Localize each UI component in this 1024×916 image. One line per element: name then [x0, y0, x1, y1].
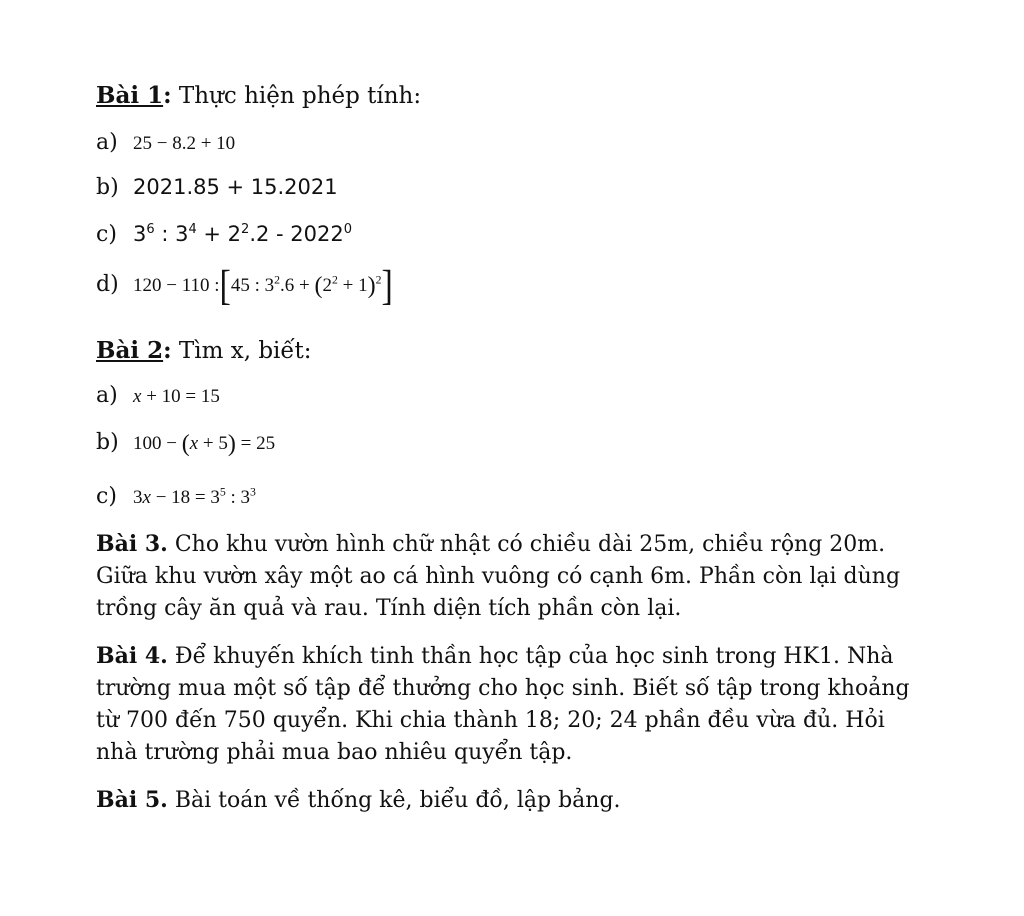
bai1-text: Thực hiện phép tính:	[171, 83, 422, 109]
bai1-item-b	[96, 175, 338, 200]
expression: 100 − (x + 5) = 25	[133, 431, 276, 457]
bai1-item-c	[96, 222, 352, 247]
bai4-text: Để khuyến khích tinh thần học tập của học sinh trong HK1. Nhà trường mua một số tập để thưởng cho học sinh. Biết số tập trong khoảng từ 700 đến 750 quyển. Khi chia thành 18; 20; 24 phần đều vừa đủ. Hỏi nhà trường phải mua bao nhiêu quyển tập.	[96, 644, 910, 765]
bai3-label: Bài 3.	[96, 531, 168, 557]
expression: 120 − 110 :[45 : $3^2.6 + (2^2 + 1)^2$]	[133, 263, 393, 310]
item-mark: a)	[96, 130, 118, 155]
bai3-paragraph	[96, 528, 926, 625]
expression: 25 − 8.2 + 10	[133, 133, 236, 154]
item-mark: b)	[96, 430, 119, 455]
item-mark: c)	[96, 484, 117, 509]
expression: 2021.85 + 15.2021	[133, 175, 338, 199]
expression: x + 10 = 15	[133, 386, 220, 407]
bai1-heading	[96, 82, 421, 109]
bai2-item-c	[96, 484, 256, 509]
expression: $3^6$ : $3^4 + 2^2.2 - 2022^0$	[133, 222, 353, 246]
item-mark: c)	[96, 222, 117, 247]
bai2-heading	[96, 337, 312, 364]
item-mark: d)	[96, 272, 119, 297]
item-mark: a)	[96, 383, 118, 408]
bai5-label: Bài 5.	[96, 787, 168, 813]
bai1-label: Bài 1	[96, 82, 164, 109]
bai4-paragraph	[96, 640, 926, 769]
bai2-item-a	[96, 383, 220, 408]
bai5-paragraph	[96, 784, 926, 817]
bai4-label: Bài 4.	[96, 643, 168, 669]
expression: $3x - 18 = 3^5$ : $3^3$	[133, 485, 256, 508]
item-mark: b)	[96, 175, 119, 200]
bai3-text: Cho khu vườn hình chữ nhật có chiều dài 25m, chiều rộng 20m. Giữa khu vườn xây một ao cá hình vuông có cạnh 6m. Phần còn lại dùng trồng cây ăn quả và rau. Tính diện tích phần còn lại.	[96, 532, 901, 621]
bai2-item-b	[96, 430, 275, 458]
bai1-colon: :	[163, 82, 172, 109]
bai5-text: Bài toán về thống kê, biểu đồ, lập bảng.	[167, 788, 621, 813]
bai2-text: Tìm x, biết:	[171, 338, 312, 364]
bai2-colon: :	[163, 337, 172, 364]
bai2-label: Bài 2	[96, 337, 164, 364]
bai1-item-a	[96, 130, 235, 155]
bai1-item-d	[96, 263, 393, 310]
